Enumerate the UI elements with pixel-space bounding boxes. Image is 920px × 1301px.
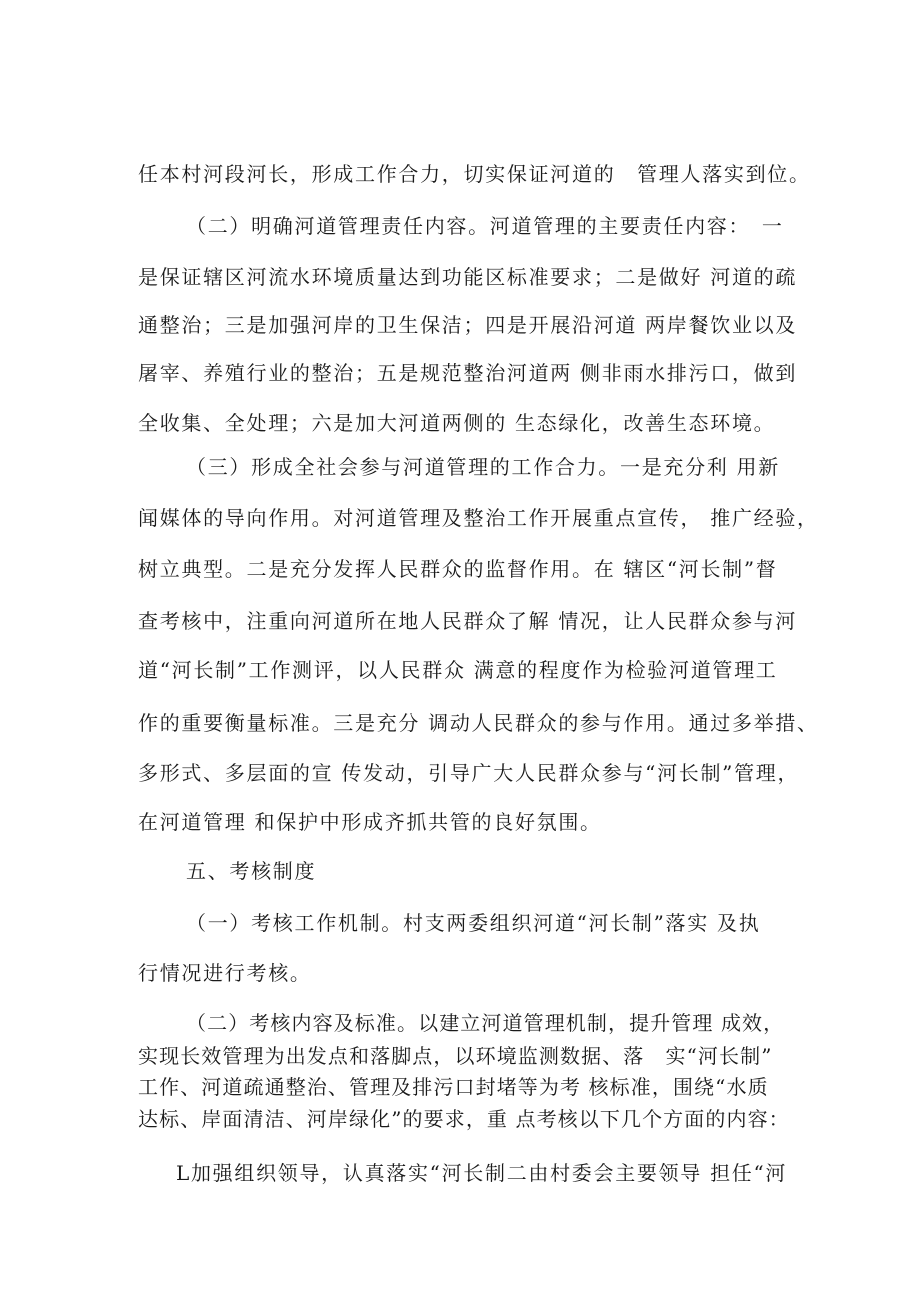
paragraph-line: 树立典型。二是充分发挥人民群众的监督作用。在 辖区“河长制”督 [138, 557, 778, 581]
paragraph-line: 工作、河道疏通整治、管理及排污口封堵等为考 核标准，围绕“水质 [138, 1075, 769, 1099]
paragraph-line: （三）形成全社会参与河道管理的工作合力。一是充分利 用新 [186, 455, 780, 479]
paragraph-line: 行情况进行考核。 [138, 961, 312, 985]
paragraph-line: 通整治；三是加强河岸的卫生保洁；四是开展沿河道 两岸餐饮业以及 [138, 313, 798, 337]
paragraph-line: 实现长效管理为出发点和落脚点，以环境监测数据、落 实“河长制” [138, 1044, 773, 1068]
paragraph-line: 全收集、全处理；六是加大河道两侧的 生态绿化，改善生态环境。 [138, 411, 776, 435]
paragraph-line: 查考核中，注重向河道所在地人民群众了解 情况，让人民群众参与河 [138, 609, 798, 633]
paragraph-line: 道“河长制”工作测评，以人民群众 满意的程度作为检验河道管理工 [138, 658, 778, 682]
paragraph-line: L加强组织领导，认真落实“河长制二由村委会主要领导 担任“河 [176, 1161, 788, 1185]
paragraph-line: 屠宰、养殖行业的整治；五是规范整治河道两 侧非雨水排污口，做到 [138, 361, 798, 385]
paragraph-line: （一）考核工作机制。村支两委组织河道“河长制”落实 及执 [186, 911, 761, 935]
paragraph-line: 达标、岸面清洁、河岸绿化”的要求，重 点考核以下几个方面的内容： [138, 1107, 790, 1131]
paragraph-line: 是保证辖区河流水环境质量达到功能区标准要求；二是做好 河道的疏 [138, 265, 798, 289]
paragraph-line: （二）考核内容及标准。以建立河道管理机制，提升管理 成效， [186, 1011, 785, 1035]
paragraph-line: 任本村河段河长，形成工作合力，切实保证河道的 管理人落实到位。 [138, 162, 811, 186]
paragraph-line: 多形式、多层面的宣 传发动，引导广大人民群众参与“河长制”管理， [138, 761, 800, 785]
section-heading: 五、考核制度 [186, 859, 317, 883]
paragraph-line: 作的重要衡量标准。三是充分 调动人民群众的参与作用。通过多举措、 [138, 711, 819, 735]
paragraph-line: （二）明确河道管理责任内容。河道管理的主要责任内容： 一 [186, 214, 784, 238]
paragraph-line: 在河道管理 和保护中形成齐抓共管的良好氛围。 [138, 810, 602, 834]
paragraph-line: 闻媒体的导向作用。对河道管理及整治工作开展重点宣传， 推广经验， [138, 506, 819, 530]
